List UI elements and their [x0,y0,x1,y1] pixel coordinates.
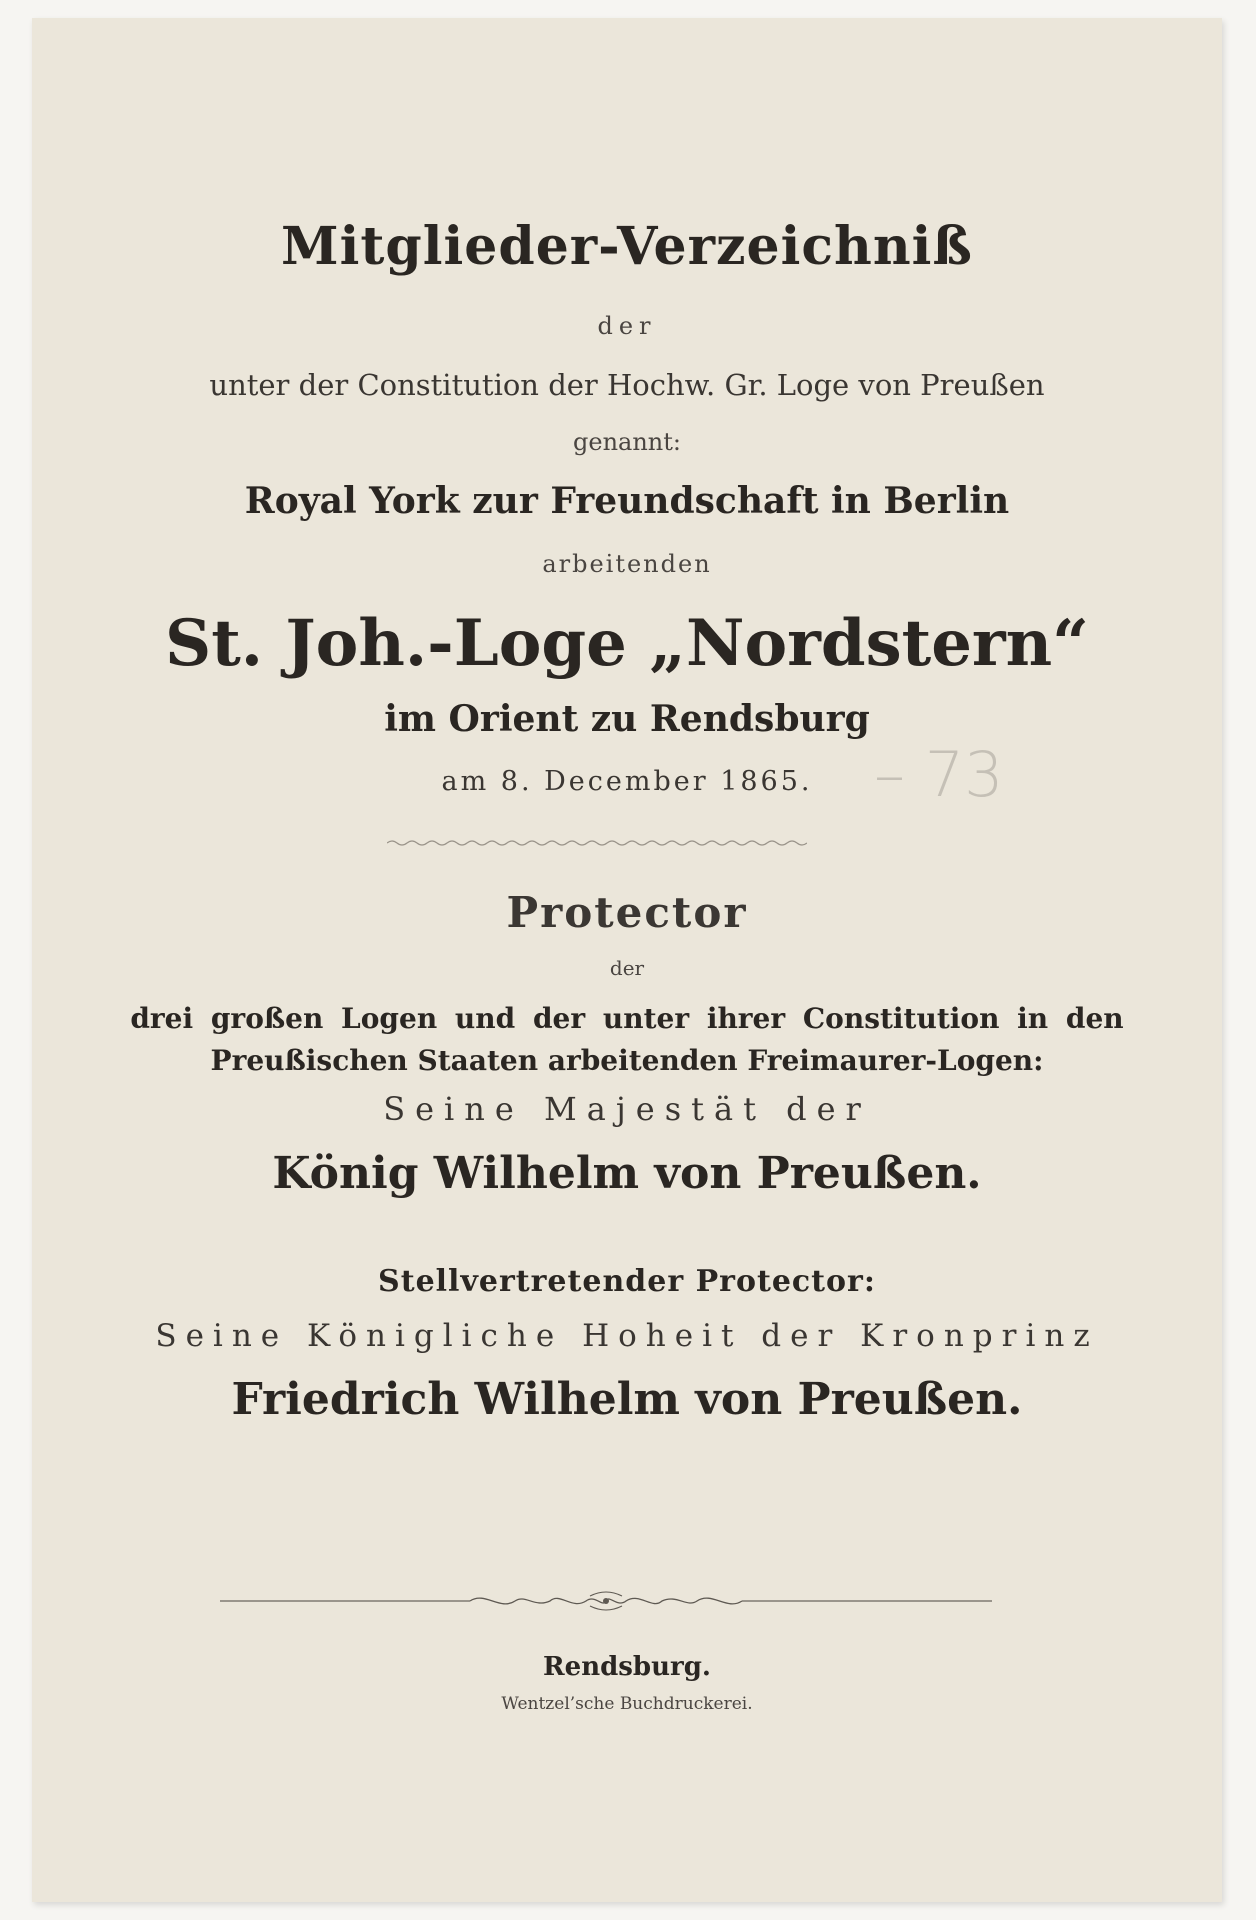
lodge-name: St. Joh.-Loge „Nordstern“ [165,606,1089,681]
document-page [32,18,1222,1902]
protector-heading: Protector [506,888,748,937]
wavy-rule [387,838,807,848]
deputy-protector-heading: Stellvertretender Protector: [378,1264,876,1299]
document-title: Mitglieder-Verzeichniß [281,216,973,277]
genannt-label: genannt: [573,428,681,456]
imprint-printer: Wentzel’sche Buchdruckerei. [501,1694,753,1714]
connector-der: der [597,312,657,340]
crown-prince-name: Friedrich Wilhelm von Preußen. [231,1374,1023,1425]
mother-lodge-name: Royal York zur Freundschaft in Berlin [244,480,1010,522]
connector-der-2: der [609,956,645,980]
king-name: König Wilhelm von Preußen. [272,1148,982,1199]
ornamental-divider [220,1586,992,1616]
orient-location: im Orient zu Rendsburg [384,698,870,740]
document-date: am 8. December 1865. [441,766,813,797]
highness-line: Seine Königliche Hoheit der Kronprinz [155,1318,1099,1354]
imprint-city: Rendsburg. [543,1652,711,1682]
pencil-annotation: – 73 [874,738,1004,811]
arbeitenden-label: arbeitenden [542,550,712,578]
majesty-line: Seine Majestät der [383,1090,871,1128]
constitution-line: unter der Constitution der Hochw. Gr. Loge von Preußen [209,368,1045,402]
protector-text-line-1: drei großen Logen und der unter ihrer Constitution in den [130,1002,1124,1035]
protector-text-line-2: Preußischen Staaten arbeitenden Freimaurer-Logen: [210,1044,1044,1077]
